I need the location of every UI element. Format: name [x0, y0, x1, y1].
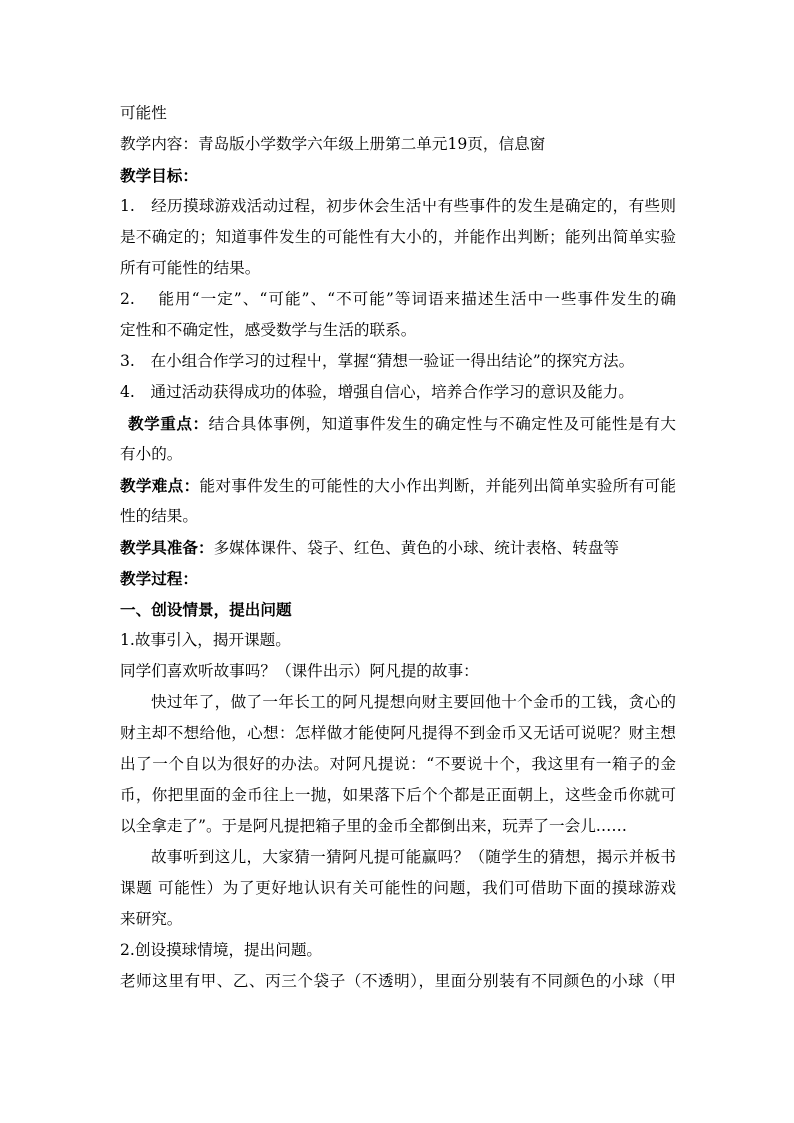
story-line-3: 出了一个自以为很好的办法。对阿凡提说：“不要说十个，我这里有一箱子的金	[120, 755, 676, 773]
teaching-content: 教学内容：青岛版小学数学六年级上册第二单元19页，信息窗	[120, 135, 546, 153]
difficulty-label: 教学难点：	[120, 476, 200, 495]
subsection-1: 1.故事引入，揭开课题。	[120, 631, 291, 649]
goal-1-line-2: 是不确定的；知道事件发生的可能性有大小的，并能作出判断；能列出简单实验	[120, 228, 676, 246]
goal-2-line-2: 定性和不确定性，感受数学与生活的联系。	[120, 321, 417, 339]
difficulty-line-1	[120, 470, 676, 501]
story-line-5: 以全拿走了”。于是阿凡提把箱子里的金币全都倒出来，玩弄了一会儿……	[120, 817, 627, 835]
after-story-line-2: 课题 可能性）为了更好地认识有关可能性的问题，我们可借助下面的摸球游戏	[120, 879, 676, 897]
document-body	[120, 98, 676, 997]
goal-3: 3. 在小组合作学习的过程屮，掌握“猜想一验证一得出结论”的探究方法。	[120, 352, 635, 370]
after-story-line-3: 来研究。	[120, 910, 183, 928]
goal-4: 4. 通过活动获得成功的体验，增强自信心，培养合作学习的意识及能力。	[120, 383, 634, 401]
goal-1-line-1: 1. 经历摸球游戏活动过程，初步休会生活屮有些事件的发生是确定的，有些则	[120, 197, 676, 215]
document-title: 可能性	[120, 104, 167, 122]
difficulty-line-2: 性的结果。	[120, 507, 198, 525]
section-1-heading: 一、创设情景，提出问题	[120, 600, 292, 619]
story-line-1: 快过年了，做了一年长工的阿凡提想向财主要回他十个金币的工钱，贪心的	[151, 693, 676, 711]
goal-2-line-1: 2. 能用“一定”、“可能”、“不可能”等词语来描述生活中一些事件发生的确	[120, 290, 676, 308]
process-heading: 教学过程：	[120, 569, 198, 588]
key-points-text: 结合具体事例，知道事件发生的确定性与不确定性及可能性是有大	[208, 415, 676, 433]
goal-1-line-3: 所有可能性的结果。	[120, 259, 261, 277]
last-line: 老师这里有甲、乙、丙三个袋子（不透明），里面分别装有不同颜色的小球（甲	[120, 972, 676, 990]
preparation-label: 教学具准备：	[120, 538, 214, 557]
subsection-2: 2.创设摸球情境，提出问题。	[120, 941, 323, 959]
story-intro: 同学们喜欢听故事吗？（课件出示）阿凡提的故事：	[120, 662, 479, 680]
after-story-line-1: 故事听到这儿，大家猜一猜阿凡提可能赢吗？（随学生的猜想，揭示并板书	[151, 848, 676, 866]
key-points-label: 教学重点：	[128, 414, 209, 433]
story-line-4: 币，你把里面的金币往上一抛，如果落下后个个都是正面朝上，这些金币你就可	[120, 786, 676, 804]
difficulty-text: 能对事件发生的可能性的大小作出判断，并能列出简单实验所有可能	[199, 477, 676, 495]
story-line-2: 财主却不想给他，心想：怎样做才能使阿凡提得不到金币又无话可说呢？财主想	[120, 724, 676, 742]
key-points-line-2: 有小的。	[120, 445, 183, 463]
preparation-text: 多媒体课件、袋子、红色、黄色的小球、统计表格、转盘等	[213, 539, 620, 557]
goals-heading: 教学目标：	[120, 166, 198, 185]
key-points-line-1	[120, 408, 676, 439]
preparation	[120, 532, 676, 563]
